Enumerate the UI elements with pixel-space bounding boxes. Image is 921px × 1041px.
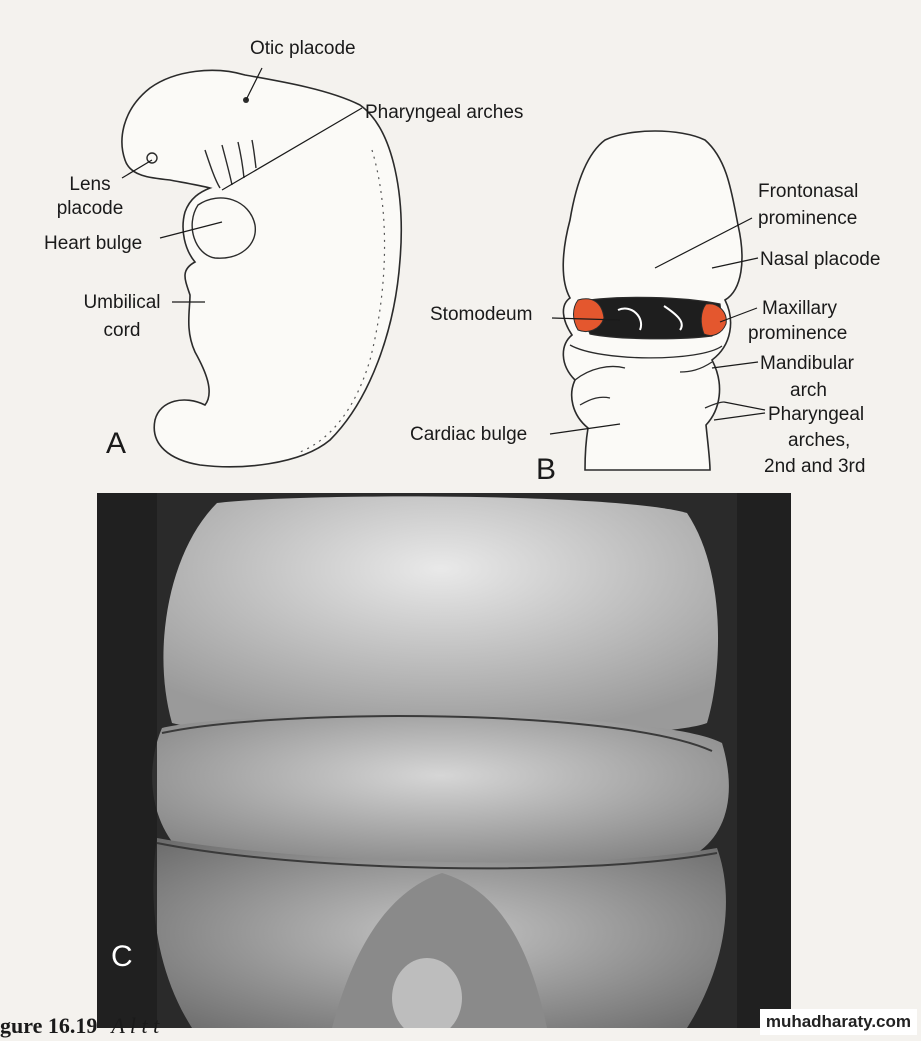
label-nasal-placode: Nasal placode [760,249,881,270]
label-stomodeum: Stomodeum [430,304,533,325]
label-umbilical-cord-line2: cord [103,320,141,341]
label-mandibular-line2: arch [790,380,827,401]
watermark: muhadharaty.com [760,1009,917,1035]
figure-number: gure 16.19 [0,1013,98,1038]
caption-text: A l t t [111,1013,160,1038]
label-pharyngeal-line1: Pharyngeal [768,404,865,425]
panel-letter-c: C [111,940,133,973]
label-otic-placode: Otic placode [250,38,356,59]
sem-mandibular-region [152,714,729,867]
panel-letter-b: B [536,453,557,486]
sem-frontonasal-region [163,496,718,738]
label-maxillary-line2: prominence [748,323,848,344]
embryo-lateral-outline [122,70,401,466]
label-cardiac-bulge: Cardiac bulge [410,424,528,445]
label-heart-bulge: Heart bulge [44,233,143,254]
sem-photograph [97,493,791,1028]
label-umbilical-cord-line1: Umbilical [83,292,161,313]
label-pharyngeal-line2: arches, [788,430,851,451]
sem-photograph-shapes [97,493,791,1028]
label-pharyngeal-arches: Pharyngeal arches [365,102,524,123]
label-frontonasal-line2: prominence [758,208,858,229]
label-mandibular-line1: Mandibular [760,353,854,374]
label-maxillary-line1: Maxillary [762,298,837,319]
label-frontonasal-line1: Frontonasal [758,181,859,202]
label-pharyngeal-line3: 2nd and 3rd [764,456,866,477]
label-lens-placode-line1: Lens [69,174,111,195]
stomodeum-shape [586,297,720,338]
panel-letter-a: A [106,427,127,460]
label-lens-placode-line2: placode [56,198,124,219]
figure-caption [0,1012,159,1040]
